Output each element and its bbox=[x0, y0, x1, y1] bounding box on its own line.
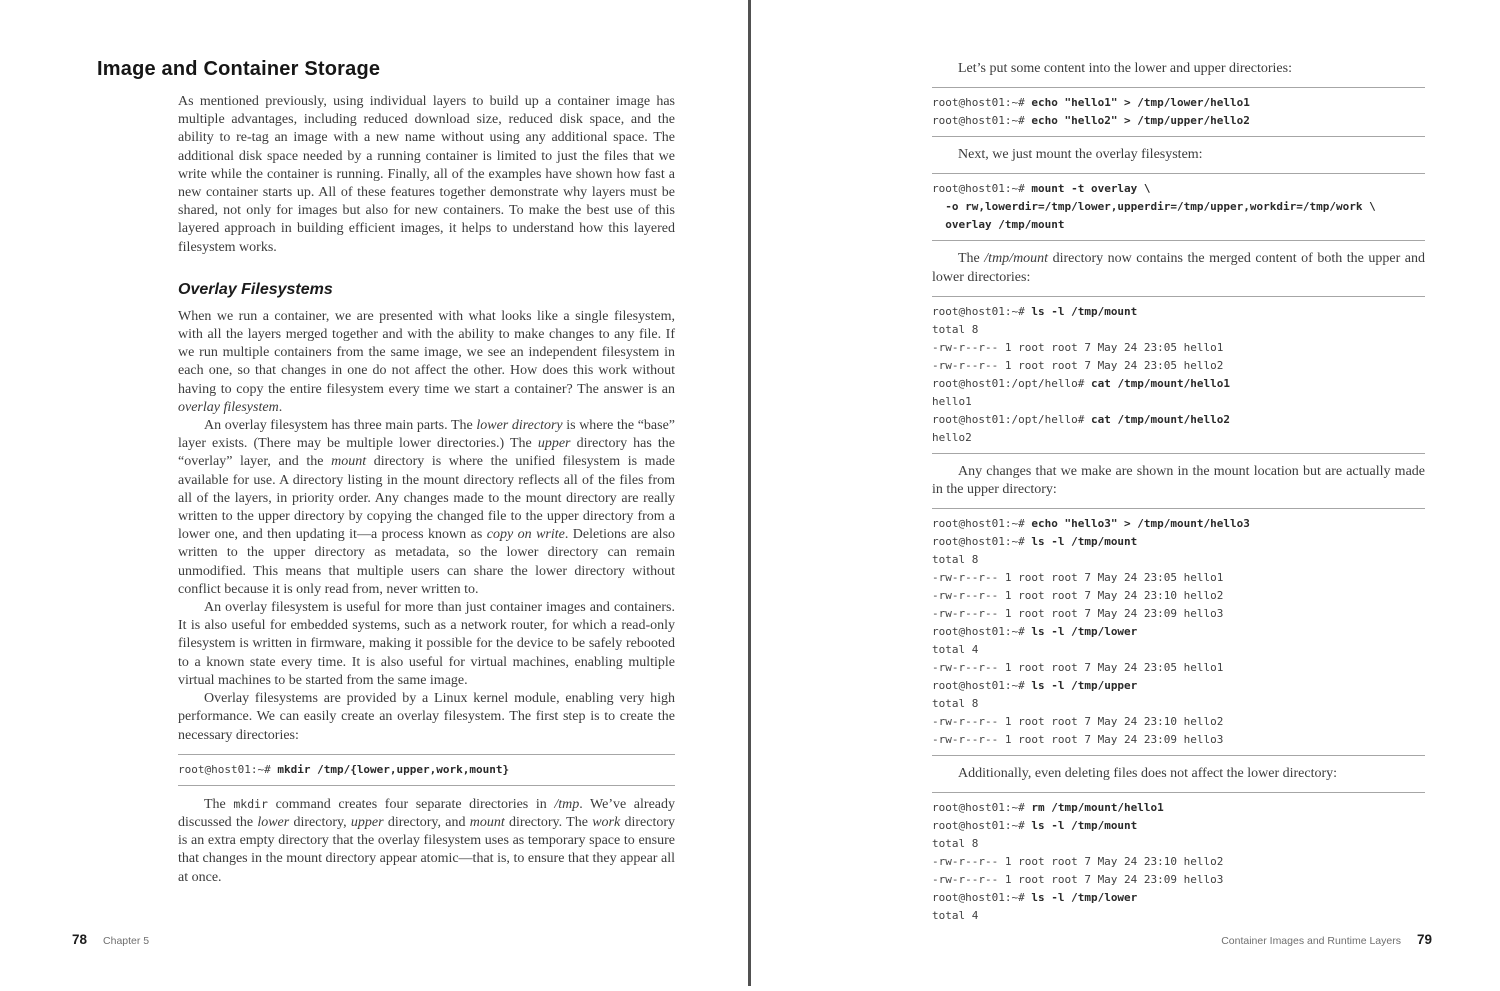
code-line bbox=[932, 659, 1425, 677]
text-run: As mentioned previously, using individual layers to build up a container image has multiple advantages, including reduced download size, reduced disk space, and the ability to re-tag an image with a new name without using any additional space. The additional disk space needed by a running container is limited to just the files that we write while the container is running. Finally, all of the examples have shown how fast a new container starts up. All of these features together demonstrate why layers must be shared, not only for images but also for new containers. To make the best use of this layered approach in building efficient images, it helps to understand how this layered filesystem works. bbox=[178, 94, 675, 255]
code-text: root@host01:/opt/hello# bbox=[932, 376, 1091, 390]
code-text: -rw-r--r-- 1 root root 7 May 24 23:05 hello2 bbox=[932, 358, 1224, 372]
terminal-listing bbox=[178, 754, 675, 786]
paragraph bbox=[932, 60, 1425, 78]
code-text: -rw-r--r-- 1 root root 7 May 24 23:10 hello2 bbox=[932, 855, 1224, 869]
code-line bbox=[932, 587, 1425, 605]
text-run: . We’ve already discussed the bbox=[178, 796, 676, 830]
text-run: Next, we just mount the overlay filesystem: bbox=[958, 147, 1203, 163]
code-line bbox=[932, 713, 1425, 731]
code-line bbox=[932, 375, 1425, 393]
text-run: mount bbox=[469, 814, 505, 830]
paragraph bbox=[178, 795, 675, 887]
code-text: root@host01:~# bbox=[932, 535, 1032, 549]
code-text: -rw-r--r-- 1 root root 7 May 24 23:09 hello3 bbox=[932, 733, 1224, 747]
code-line bbox=[932, 731, 1425, 749]
inline-code: mkdir bbox=[233, 796, 268, 811]
text-run: Any changes that we make are shown in the mount location but are actually made in the upper directory: bbox=[932, 463, 1425, 498]
code-text: root@host01:~# bbox=[932, 114, 1032, 128]
code-text: root@host01:~# bbox=[932, 891, 1032, 905]
code-text: total 8 bbox=[932, 553, 979, 567]
text-run: lower bbox=[257, 814, 290, 830]
code-line bbox=[932, 198, 1425, 216]
code-line bbox=[178, 761, 675, 779]
left-footer bbox=[72, 931, 149, 949]
code-text: root@host01:~# bbox=[178, 762, 278, 776]
code-text: root@host01:~# bbox=[932, 304, 1032, 318]
text-run: /tmp bbox=[554, 796, 580, 812]
paragraph bbox=[178, 599, 675, 690]
section-heading: Image and Container Storage bbox=[97, 58, 381, 80]
right-page-body bbox=[932, 60, 1425, 925]
command-text: ls -l /tmp/lower bbox=[1031, 891, 1138, 905]
code-line bbox=[932, 112, 1425, 130]
paragraph bbox=[932, 463, 1425, 499]
text-run: lower directory bbox=[476, 418, 563, 434]
code-line bbox=[932, 569, 1425, 587]
code-line bbox=[932, 429, 1425, 447]
terminal-listing bbox=[932, 296, 1425, 454]
terminal-listing bbox=[932, 792, 1425, 925]
code-line bbox=[932, 871, 1425, 889]
code-text: -rw-r--r-- 1 root root 7 May 24 23:09 hello3 bbox=[932, 873, 1224, 887]
right-page bbox=[751, 0, 1500, 991]
paragraph bbox=[178, 417, 675, 599]
code-line bbox=[932, 695, 1425, 713]
text-run: directory has the “overlay” layer, and the bbox=[178, 436, 675, 470]
command-text: ls -l /tmp/upper bbox=[1031, 679, 1138, 693]
command-text: mkdir /tmp/{lower,upper,work,mount} bbox=[277, 762, 510, 776]
code-text: hello1 bbox=[932, 394, 972, 408]
code-line bbox=[932, 180, 1425, 198]
text-run: directory is an extra empty directory that the overlay filesystem uses as temporary space to ensure that changes in the mount directory appear atomic—that is, to ensure that they appear all at once. bbox=[178, 814, 676, 885]
text-run: mount bbox=[331, 454, 367, 470]
command-text: overlay /tmp/mount bbox=[932, 218, 1065, 232]
code-text: -rw-r--r-- 1 root root 7 May 24 23:10 hello2 bbox=[932, 589, 1224, 603]
code-text: -rw-r--r-- 1 root root 7 May 24 23:05 hello1 bbox=[932, 340, 1224, 354]
code-line bbox=[932, 641, 1425, 659]
code-line bbox=[932, 623, 1425, 641]
code-line bbox=[932, 303, 1425, 321]
left-page-body bbox=[178, 93, 675, 887]
text-run: directory now contains the merged content of both the upper and lower directories: bbox=[932, 251, 1425, 285]
code-line bbox=[932, 799, 1425, 817]
text-run: upper bbox=[350, 814, 384, 830]
command-text: ls -l /tmp/mount bbox=[1031, 819, 1138, 833]
code-line bbox=[932, 907, 1425, 925]
command-text: mount -t overlay \ bbox=[1031, 182, 1151, 196]
subsection-heading: Overlay Filesystems bbox=[178, 280, 333, 298]
left-page bbox=[0, 0, 748, 991]
text-run: When we run a container, we are presented with what looks like a single filesystem, with all the layers merged together and with the ability to make changes to any file. If we run multiple containers from the same image, we see an independent filesystem in each one, so that changes in one do not affect the other. How does this work without having to copy the entire filesystem every time we start a container? The answer is an bbox=[178, 308, 675, 397]
code-text: root@host01:~# bbox=[932, 679, 1032, 693]
text-run: Let’s put some content into the lower and upper directories: bbox=[958, 61, 1292, 76]
code-line bbox=[932, 677, 1425, 695]
page-number: 78 bbox=[72, 932, 88, 947]
command-text: echo "hello1" > /tmp/lower/hello1 bbox=[1031, 96, 1250, 110]
text-run: overlay filesystem bbox=[178, 399, 279, 415]
paragraph bbox=[178, 690, 675, 745]
command-text: cat /tmp/mount/hello1 bbox=[1090, 376, 1231, 390]
text-run: directory, and bbox=[383, 814, 470, 830]
paragraph bbox=[932, 765, 1425, 783]
code-text: root@host01:~# bbox=[932, 819, 1032, 833]
code-text: -rw-r--r-- 1 root root 7 May 24 23:05 hello1 bbox=[932, 661, 1224, 675]
text-run: is where the “base” layer exists. (There may be multiple lower directories.) The bbox=[178, 418, 676, 452]
code-text: total 8 bbox=[932, 697, 979, 711]
code-text: total 8 bbox=[932, 322, 979, 336]
code-text: root@host01:~# bbox=[932, 625, 1032, 639]
code-text: -rw-r--r-- 1 root root 7 May 24 23:05 hello1 bbox=[932, 571, 1224, 585]
code-line bbox=[932, 357, 1425, 375]
running-header-label: Container Images and Runtime Layers bbox=[1221, 935, 1401, 947]
chapter-label: Chapter 5 bbox=[103, 935, 150, 947]
command-text: ls -l /tmp/mount bbox=[1031, 304, 1138, 318]
command-text: echo "hello3" > /tmp/mount/hello3 bbox=[1031, 517, 1250, 531]
code-line bbox=[932, 94, 1425, 112]
code-text: total 4 bbox=[932, 909, 979, 923]
code-line bbox=[932, 339, 1425, 357]
text-run: The bbox=[204, 796, 234, 812]
text-run: An overlay filesystem has three main parts. The bbox=[204, 418, 477, 434]
code-text: -rw-r--r-- 1 root root 7 May 24 23:10 hello2 bbox=[932, 715, 1224, 729]
code-line bbox=[932, 321, 1425, 339]
text-run: Overlay filesystems are provided by a Linux kernel module, enabling very high performance. We can easily create an overlay filesystem. The first step is to create the necessary directories: bbox=[178, 691, 675, 743]
command-text: rm /tmp/mount/hello1 bbox=[1031, 801, 1164, 815]
command-text: cat /tmp/mount/hello2 bbox=[1090, 412, 1231, 426]
code-text: -rw-r--r-- 1 root root 7 May 24 23:09 hello3 bbox=[932, 607, 1224, 621]
terminal-listing bbox=[932, 173, 1425, 241]
code-line bbox=[932, 216, 1425, 234]
command-text: echo "hello2" > /tmp/upper/hello2 bbox=[1031, 114, 1250, 128]
code-text: root@host01:~# bbox=[932, 96, 1032, 110]
code-text: hello2 bbox=[932, 430, 972, 444]
text-run: directory. The bbox=[504, 814, 593, 830]
text-run: Additionally, even deleting files does not affect the lower directory: bbox=[958, 766, 1338, 782]
code-line bbox=[932, 835, 1425, 853]
code-text: root@host01:~# bbox=[932, 517, 1032, 531]
code-line bbox=[932, 393, 1425, 411]
command-text: ls -l /tmp/mount bbox=[1031, 535, 1138, 549]
code-line bbox=[932, 817, 1425, 835]
paragraph bbox=[932, 250, 1425, 286]
text-run: The bbox=[958, 251, 985, 267]
text-run: directory is where the unified filesystem is made available for use. A directory listing in the mount directory reflects all of the files from all of the layers, in priority order. Any changes made to the mount directory are really written to the upper directory by copying the changed file to the upper directory from a lower one, and then updating it—a process known as bbox=[178, 454, 675, 543]
text-run: directory, bbox=[289, 814, 351, 830]
code-line bbox=[932, 411, 1425, 429]
text-run: An overlay filesystem is useful for more than just container images and containers. It is also useful for embedded systems, such as a network router, for which a read-only filesystem is written in firmware, making it possible for the device to be safely rebooted to a known state every time. It is also useful for virtual machines, enabling multiple virtual machines to be started from the same image. bbox=[178, 600, 675, 688]
terminal-listing bbox=[932, 508, 1425, 756]
code-line bbox=[932, 551, 1425, 569]
text-run: . Deletions are also written to the upper directory as metadata, so the lower directory can remain unmodified. This means that multiple users can share the lower directory without conflict because it is only read from, never written to. bbox=[178, 527, 676, 597]
code-text: total 4 bbox=[932, 643, 979, 657]
command-text: -o rw,lowerdir=/tmp/lower,upperdir=/tmp/upper,workdir=/tmp/work \ bbox=[932, 200, 1376, 214]
paragraph bbox=[178, 308, 675, 417]
code-text: root@host01:/opt/hello# bbox=[932, 412, 1091, 426]
paragraph bbox=[932, 146, 1425, 164]
text-run: copy on write bbox=[486, 527, 565, 543]
code-line bbox=[932, 515, 1425, 533]
text-run: command creates four separate directories in bbox=[267, 796, 555, 812]
code-line bbox=[932, 605, 1425, 623]
text-run: upper bbox=[537, 436, 571, 452]
terminal-listing bbox=[932, 87, 1425, 137]
paragraph bbox=[178, 93, 675, 257]
code-line bbox=[932, 853, 1425, 871]
code-text: total 8 bbox=[932, 837, 979, 851]
code-line bbox=[932, 533, 1425, 551]
code-text: root@host01:~# bbox=[932, 182, 1032, 196]
text-run: work bbox=[592, 814, 621, 830]
text-run: . bbox=[278, 399, 283, 415]
right-footer bbox=[1221, 931, 1432, 949]
text-run: /tmp/mount bbox=[984, 251, 1049, 267]
page-number: 79 bbox=[1416, 932, 1432, 947]
command-text: ls -l /tmp/lower bbox=[1031, 625, 1138, 639]
code-line bbox=[932, 889, 1425, 907]
code-text: root@host01:~# bbox=[932, 801, 1032, 815]
